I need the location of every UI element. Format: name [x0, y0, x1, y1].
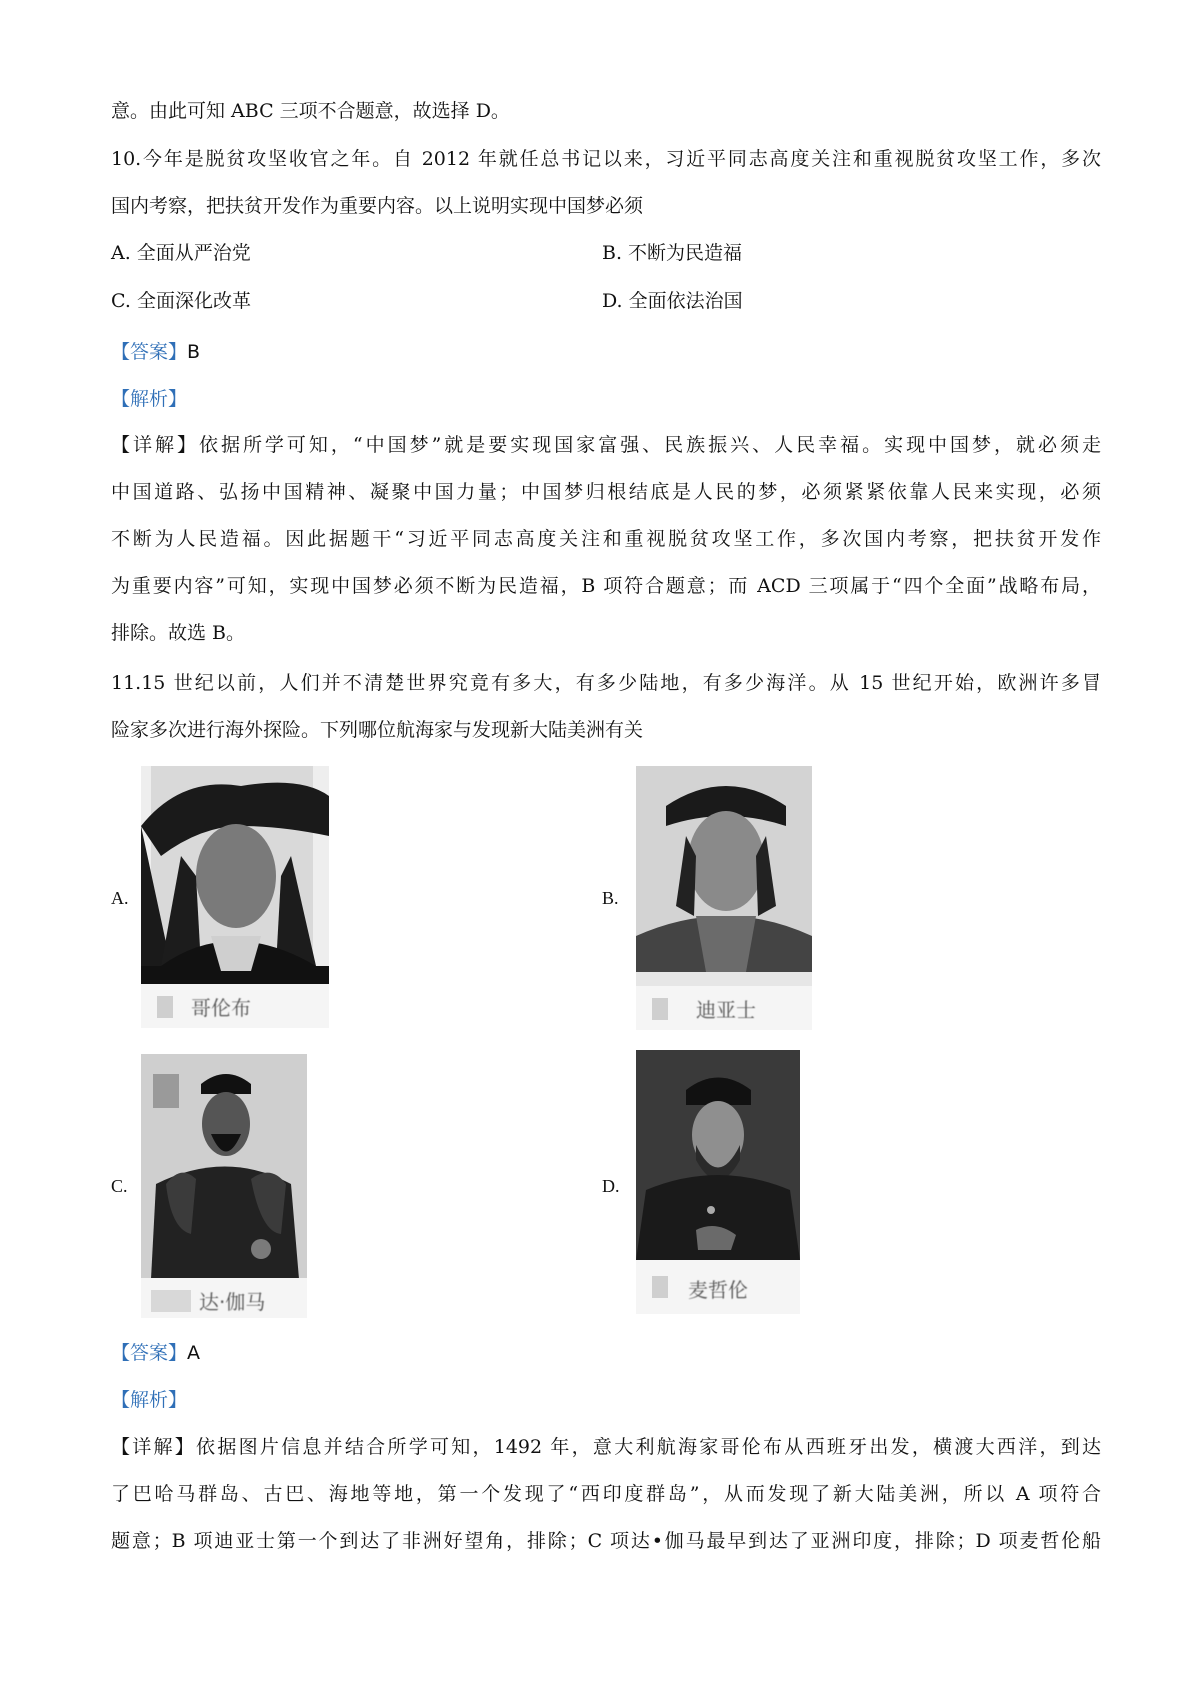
answer-label: 【答案】 [111, 1342, 188, 1364]
q10-option-a: A. 全面从严治党 [111, 242, 251, 264]
portrait-c-caption [141, 1278, 307, 1318]
caption-marker [652, 1276, 668, 1298]
answer-label: 【答案】 [111, 341, 188, 363]
q11-answer [111, 1340, 200, 1366]
answer-value: B [187, 341, 201, 363]
portrait-a-caption [141, 984, 329, 1028]
q11-detail-line-1: 【详解】依据图片信息并结合所学可知，1492 年，意大利航海家哥伦布从西班牙出发，横渡大西洋，到达 [111, 1436, 1101, 1458]
q10-detail-line-4: 为重要内容”可知，实现中国梦必须不断为民造福，B 项符合题意；而 ACD 三项属于“四个全面”战略布局， [111, 575, 1101, 597]
q11-option-c-label: C. [111, 1176, 128, 1196]
q10-answer [111, 339, 200, 365]
question-11-stem: 11.15 世纪以前，人们并不清楚世界究竟有多大，有多少陆地，有多少海洋。从 15 世纪开始，欧洲许多冒 [111, 672, 1101, 694]
caption-marker [652, 998, 668, 1020]
portrait-d-caption [636, 1260, 800, 1314]
q10-analysis-label: 【解析】 [111, 388, 188, 410]
q10-detail-line-3: 不断为人民造福。因此据题干“习近平同志高度关注和重视脱贫攻坚工作，多次国内考察，把扶贫开发作 [111, 528, 1101, 550]
question-10-stem-cont: 国内考察，把扶贫开发作为重要内容。以上说明实现中国梦必须 [111, 195, 644, 217]
text-line: 意。由此可知 ABC 三项不合题意，故选择 D。 [111, 100, 510, 122]
q11-option-d-label: D. [602, 1176, 620, 1196]
portrait-d-image [636, 1050, 800, 1314]
portrait-a-image [141, 766, 329, 1028]
q11-analysis-label: 【解析】 [111, 1389, 188, 1411]
q10-option-b: B. 不断为民造福 [602, 242, 743, 264]
q11-option-b-label: B. [602, 888, 619, 908]
q10-detail-line-1: 【详解】依据所学可知，“中国梦”就是要实现国家富强、民族振兴、人民幸福。实现中国梦，就必须走 [111, 434, 1101, 456]
q10-detail-line-2: 中国道路、弘扬中国精神、凝聚中国力量；中国梦归根结底是人民的梦，必须紧紧依靠人民来实现，必须 [111, 481, 1101, 503]
q11-detail-line-2: 了巴哈马群岛、古巴、海地等地，第一个发现了“西印度群岛”，从而发现了新大陆美洲，所以 A 项符合 [111, 1483, 1101, 1505]
portrait-c-image [141, 1054, 307, 1318]
caption-text: 麦哲伦 [688, 1278, 748, 1302]
caption-marker [151, 1290, 191, 1312]
answer-value: A [187, 1342, 201, 1364]
caption-text: 达·伽马 [199, 1290, 266, 1314]
caption-text: 迪亚士 [696, 998, 756, 1022]
caption-text: 哥伦布 [191, 996, 251, 1020]
portrait-b-image [636, 766, 812, 1030]
q11-detail-line-3: 题意；B 项迪亚士第一个到达了非洲好望角，排除；C 项达•伽马最早到达了亚洲印度，排除；D 项麦哲伦船 [111, 1530, 1101, 1552]
portrait-b-caption [636, 986, 812, 1030]
q10-detail-line-5: 排除。故选 B。 [111, 622, 246, 644]
q11-option-a-label: A. [111, 888, 129, 908]
caption-marker [157, 996, 173, 1018]
q10-option-c: C. 全面深化改革 [111, 290, 251, 312]
question-11-stem-cont: 险家多次进行海外探险。下列哪位航海家与发现新大陆美洲有关 [111, 719, 644, 741]
q10-option-d: D. 全面依法治国 [602, 290, 743, 312]
question-10-stem: 10.今年是脱贫攻坚收官之年。自 2012 年就任总书记以来，习近平同志高度关注和重视脱贫攻坚工作，多次 [111, 148, 1101, 170]
